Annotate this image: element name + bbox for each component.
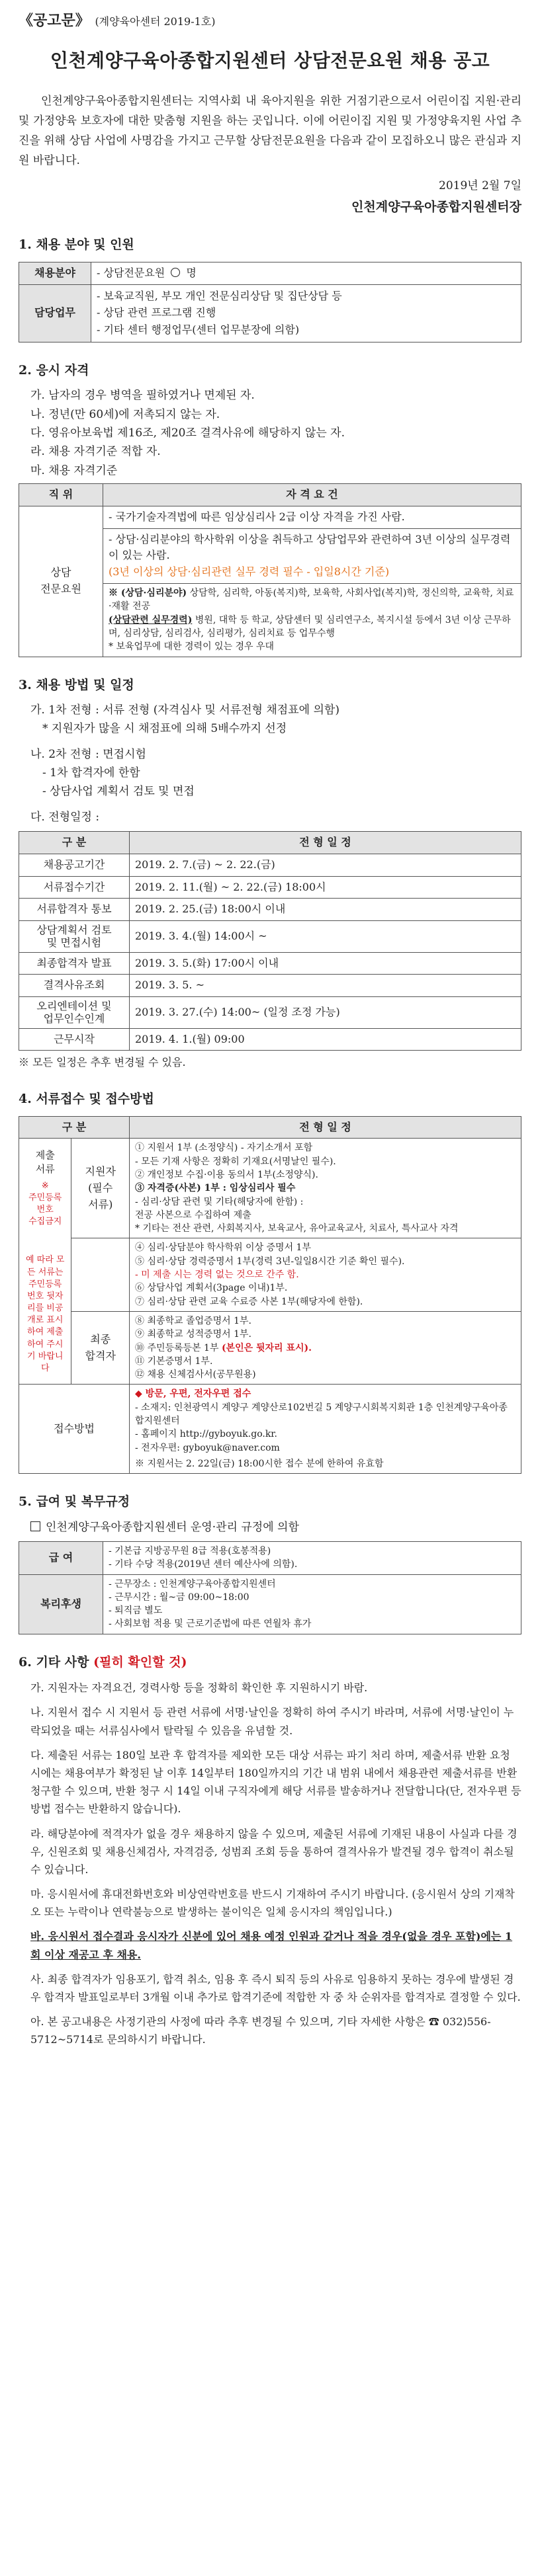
additional-docs-list	[130, 1238, 521, 1311]
list-item: - 미 제출 시는 경력 없는 것으로 간주 함.	[135, 1269, 299, 1281]
list-item-highlight: (본인은 뒷자리 표시).	[221, 1342, 312, 1353]
welfare-label: 복리후생	[19, 1574, 103, 1634]
list-item: - 근무시간 : 월~금 09:00~18:00	[109, 1591, 249, 1603]
list-item: - 상담 관련 프로그램 진행	[97, 306, 216, 319]
checkbox-icon	[30, 1521, 40, 1531]
requirement-2	[103, 529, 521, 584]
section-6-title-text: 6. 기타 사항	[19, 1654, 89, 1670]
list-item: ⑦ 심리·상담 관련 교육 수료증 사본 1부(해당자에 한함).	[135, 1296, 363, 1307]
method-homepage: - 홈페이지 http://gyboyuk.go.kr.	[135, 1429, 277, 1440]
list-item: 나. 정년(만 60세)에 저촉되지 않는 자.	[30, 407, 220, 421]
list-item: 라. 해당분야에 적격자가 없을 경우 채용하지 않을 수 있으며, 제출된 서류에 기재된 내용이 사실과 다를 경우, 신원조회 및 채용신체검사, 자격검증, 성범죄 조회 등을 통하여 결격사유가 발견될 경우 합격이 취소될 수 있습니다.	[30, 1827, 518, 1876]
table-row	[19, 1028, 521, 1051]
schedule-table	[19, 831, 521, 1051]
section-1-title: 1. 채용 분야 및 인원	[19, 237, 134, 253]
table-row	[19, 1139, 521, 1238]
list-item: 다. 제출된 서류는 180일 보관 후 합격자를 제외한 모든 대상 서류는 파기 처리 하며, 제출서류 반환 요청 시에는 채용여부가 확정된 날 이후 14일부터 180일까지의 기간 내 범위 내에서 채용관련 제출서류를 반환 청구할 수 있으며, 반환 청구 시 14일 이내 구직자에게 해당 서류를 발송하거나 전달합니다(단, 전자우편 등 방법 접수는 반환하지 않습니다).	[30, 1748, 521, 1816]
duty-list	[91, 284, 521, 342]
list-item: - 보육교직원, 부모 개인 전문심리상담 및 집단상담 등	[97, 289, 342, 302]
spacer-cell	[71, 1238, 130, 1311]
list-item: - 퇴직금 별도	[109, 1605, 163, 1617]
qualification-table	[19, 483, 521, 657]
final-docs-list	[130, 1311, 521, 1384]
method-address: - 소재지: 인천광역시 계양구 계양산로102번길 5 계양구시회복지회관 1층 인천계양구육아종합지원센터	[135, 1402, 508, 1427]
pay-list	[103, 1541, 521, 1574]
list-item: - 심리·상담 관련 및 기타(해당자에 한함) :	[135, 1196, 304, 1207]
announcement-date: 2019년 2월 7일	[439, 179, 521, 193]
notice-label: 《공고문》	[19, 12, 90, 29]
list-item: 사. 최종 합격자가 임용포기, 합격 취소, 임용 후 즉시 퇴직 등의 사유로 임용하지 못하는 경우에 발생된 경우 합격자 발표일로부터 3개월 이내 추가로 합격기준에 적합한 자 중 차 순위자를 합격자로 결정할 수 있다.	[30, 1972, 521, 2004]
recruit-field-table	[19, 262, 521, 342]
list-item: ⑧ 최종학교 졸업증명서 1부.	[135, 1315, 251, 1326]
schedule-label: 다. 전형일정 :	[30, 810, 100, 824]
submit-docs-label: 제출 서류	[35, 1148, 55, 1175]
schedule-date: 2019. 4. 1.(월) 09:00	[130, 1028, 521, 1051]
requirement-field-label: ※ (상담·심리분야)	[109, 588, 187, 599]
section-3-title: 3. 채용 방법 및 일정	[19, 677, 134, 692]
list-item: 라. 채용 자격기준 적합 자.	[30, 445, 161, 459]
table-row	[19, 284, 521, 342]
table-row	[19, 506, 521, 657]
schedule-item: 서류합격자 통보	[19, 899, 130, 921]
requirement-experience-label: (상담관련 실무경력)	[109, 614, 193, 625]
schedule-date: 2019. 3. 27.(수) 14:00~ (일정 조정 가능)	[130, 997, 521, 1028]
list-item: 나. 지원서 접수 시 지원서 등 관련 서류에 서명·날인을 정확히 하여 주시기 바라며, 서류에 서명·날인이 누락되었을 때는 서류심사에서 탈락될 수 있음을 유념할 것.	[30, 1706, 514, 1737]
final-docs-label: 최종 합격자	[71, 1311, 130, 1384]
list-item: * 기타는 전산 관련, 사회복지사, 보육교사, 유아교육교사, 치료사, 특사교사 자격	[135, 1223, 459, 1234]
list-item: 가. 지원자는 자격요건, 경력사항 등을 정확히 확인한 후 지원하시기 바람.	[30, 1681, 368, 1695]
circle-icon	[171, 268, 180, 277]
section-6-title-highlight: (필히 확인할 것)	[93, 1654, 187, 1670]
documents-table	[19, 1116, 521, 1474]
method-note: ※ 지원서는 2. 22일(금) 18:00시한 접수 분에 한하여 유효함	[135, 1458, 384, 1469]
section-2-title: 2. 응시 자격	[19, 362, 89, 378]
list-item: - 모든 기재 사항은 정확히 기재요(서명날인 필수).	[135, 1156, 336, 1167]
requirement-experience-text: 병원, 대학 등 학교, 상담센터 및 심리연구소, 복지시설 등에서 3년 이상 근무하며, 심리상담, 심리검사, 심리평가, 심리치료 등 업무수행	[109, 614, 511, 639]
organization-signature: 인천계양구육아종합지원센터장	[351, 199, 521, 214]
schedule-item: 오리엔테이션 및 업무인수인계	[19, 997, 130, 1028]
selection-method	[19, 702, 521, 826]
table-header-row	[19, 484, 521, 506]
schedule-date: 2019. 2. 25.(금) 18:00시 이내	[130, 899, 521, 921]
column-header: 자 격 요 건	[103, 484, 521, 506]
table-row	[19, 997, 521, 1028]
list-item: ⑨ 최종학교 성적증명서 1부.	[135, 1329, 251, 1340]
column-header: 구 분	[19, 1116, 130, 1139]
submit-docs-cell	[19, 1139, 71, 1385]
stage-2-item: - 상담사업 계획서 검토 및 면접	[42, 785, 195, 799]
requirement-field-text: 상담학, 심리학, 아동(복지)학, 보육학, 사회사업(복지)학, 정신의학, 교육학, 치료·재활 전공	[109, 588, 514, 612]
schedule-date: 2019. 2. 11.(월) ~ 2. 22.(금) 18:00시	[130, 876, 521, 899]
schedule-date: 2019. 3. 4.(월) 14:00시 ~	[130, 921, 521, 952]
field-label: 채용분야	[19, 262, 91, 284]
table-row	[19, 262, 521, 284]
section-6-title	[19, 1653, 521, 1672]
method-list	[130, 1385, 521, 1474]
list-item: - 근무장소 : 인천계양구육아종합지원센터	[109, 1578, 276, 1590]
table-row	[19, 854, 521, 876]
column-header: 전 형 일 정	[130, 832, 521, 854]
position-cell: 상담 전문요원	[19, 506, 103, 657]
schedule-item: 결격사유조회	[19, 975, 130, 997]
field-value-count: 명	[186, 266, 197, 279]
method-email: - 전자우편: gyboyuk@naver.com	[135, 1442, 280, 1453]
stage-2-item: - 1차 합격자에 한함	[42, 766, 140, 780]
list-item: 다. 영유아보육법 제16조, 제20조 결격사유에 해당하지 않는 자.	[30, 426, 345, 440]
schedule-item: 상담계획서 검토 및 면접시험	[19, 921, 130, 952]
rules-note	[19, 1519, 521, 1536]
table-row	[19, 1238, 521, 1311]
submit-docs-note: ※ 주민등록번호 수집금지	[28, 1180, 62, 1227]
table-row	[19, 975, 521, 997]
section-4-title: 4. 서류접수 및 접수방법	[19, 1092, 154, 1107]
pay-label: 급 여	[19, 1541, 103, 1574]
list-item: 마. 채용 자격기준	[30, 463, 118, 477]
rules-note-text: 인천계양구육아종합지원센터 운영·관리 규정에 의함	[46, 1520, 299, 1534]
stage-1-note: * 지원자가 많을 시 채점표에 의해 5배수까지 선정	[42, 722, 287, 736]
section-5-title: 5. 급여 및 복무규정	[19, 1494, 130, 1509]
list-item: 아. 본 공고내용은 사정기관의 사정에 따라 추후 변경될 수 있으며, 기타 자세한 사항은 ☎ 032)556-5712~5714로 문의하시기 바랍니다.	[30, 2015, 491, 2046]
list-item: 전공 사본으로 수집하여 제출	[135, 1209, 251, 1221]
eligibility-list	[19, 387, 521, 479]
schedule-date: 2019. 3. 5.(화) 17:00시 이내	[130, 952, 521, 975]
pay-table	[19, 1541, 521, 1634]
schedule-item: 최종합격자 발표	[19, 952, 130, 975]
field-value	[91, 262, 521, 284]
required-docs-label: 지원자 (필수 서류)	[71, 1139, 130, 1238]
duty-label: 담당업무	[19, 284, 91, 342]
schedule-item: 서류접수기간	[19, 876, 130, 899]
list-item: ① 지원서 1부 (소정양식) - 자기소개서 포함	[135, 1143, 313, 1154]
requirement-preference: * 보육업무에 대한 경력이 있는 경우 우대	[109, 641, 275, 653]
required-docs-list	[130, 1139, 521, 1238]
table-header-row	[19, 832, 521, 854]
schedule-item: 채용공고기간	[19, 854, 130, 876]
list-item: 바. 응시원서 접수결과 응시자가 신분에 있어 채용 예정 인원과 같거나 적을 경우(없을 경우 포함)에는 1회 이상 재공고 후 채용.	[30, 1930, 513, 1961]
requirement-1: - 국가기술자격법에 따른 임상심리사 2급 이상 자격을 가진 사람.	[103, 506, 521, 529]
column-header: 전 형 일 정	[130, 1116, 521, 1139]
requirement-cell	[103, 506, 521, 657]
table-row	[19, 921, 521, 952]
requirement-3	[103, 584, 521, 656]
list-item: - 기타 수당 적용(2019년 센터 예산사에 의함).	[109, 1559, 298, 1570]
schedule-note: ※ 모든 일정은 추후 변경될 수 있음.	[19, 1056, 186, 1069]
list-item: ② 개인정보 수집·이용 동의서 1부(소정양식).	[135, 1169, 318, 1180]
table-row	[19, 1574, 521, 1634]
other-notes-list	[19, 1679, 521, 2048]
schedule-item: 근무시작	[19, 1028, 130, 1051]
notice-number: (계양육아센터 2019-1호)	[95, 15, 216, 28]
list-item: ⑥ 상담사업 계획서(3page 이내)1부.	[135, 1283, 288, 1294]
welfare-list	[103, 1574, 521, 1634]
intro-paragraph: 인천계양구육아종합지원센터는 지역사회 내 육아지원을 위한 거점기관으로서 어린이집 지원·관리 및 가정양육 보호자에 대한 맞춤형 지원을 하는 곳입니다. 이에 어린이집 지원 및 가정양육지원 사업 추진을 위해 상담 사업에 사명감을 가지고 근무할 상담전문요원을 다음과 같이 모집하오니 많은 관심과 지원 바랍니다.	[19, 95, 521, 167]
stage-1: 가. 1차 전형 : 서류 전형 (자격심사 및 서류전형 채점표에 의함)	[30, 703, 339, 717]
list-item: ⑫ 채용 신체검사서(공무원용)	[135, 1369, 256, 1381]
method-label: 접수방법	[19, 1385, 130, 1474]
list-item: ⑪ 기본증명서 1부.	[135, 1355, 213, 1367]
requirement-field	[109, 586, 516, 614]
list-item: ④ 심리·상담분야 학사학위 이상 증명서 1부	[135, 1242, 311, 1254]
stage-2: 나. 2차 전형 : 면접시험	[30, 747, 146, 761]
list-item-text: ⑩ 주민등록등본 1부	[135, 1342, 219, 1353]
column-header: 구 분	[19, 832, 130, 854]
requirement-2-highlight: (3년 이상의 상담·심리관련 실무 경력 필수 - 입일8시간 기준)	[109, 565, 390, 579]
field-value-text: - 상담전문요원	[97, 266, 165, 279]
method-type: ◆ 방문, 우편, 전자우편 접수	[135, 1389, 251, 1400]
requirement-experience	[109, 614, 516, 641]
list-item	[135, 1342, 516, 1355]
list-item: 가. 남자의 경우 병역을 필하였거나 면제된 자.	[30, 389, 255, 403]
list-item: ⑤ 심리·상담 경력증명서 1부(경력 3년-일일8시간 기준 확인 필수).	[135, 1256, 405, 1267]
table-row	[19, 1385, 521, 1474]
column-header: 직 위	[19, 484, 103, 506]
table-row	[19, 1311, 521, 1384]
requirement-2-text: - 상담·심리분야의 학사학위 이상을 취득하고 상담업무와 관련하여 3년 이상의 실무경력이 있는 사람.	[109, 532, 511, 562]
schedule-date: 2019. 2. 7.(금) ~ 2. 22.(금)	[130, 854, 521, 876]
list-item: ③ 자격증(사본) 1부 : 임상심리사 필수	[135, 1183, 296, 1194]
list-item: - 사회보험 적용 및 근로기준법에 따른 연월차 휴가	[109, 1619, 312, 1630]
list-item: - 기타 센터 행정업무(센터 업무분장에 의함)	[97, 323, 300, 337]
table-row	[19, 899, 521, 921]
notice-heading	[19, 9, 521, 32]
schedule-date: 2019. 3. 5. ~	[130, 975, 521, 997]
table-header-row	[19, 1116, 521, 1139]
table-row	[19, 952, 521, 975]
submit-docs-left-note: 예 따라 모든 서류는 주민등록번호 뒷자리를 비공개로 표시하여 제출하여 주시기 바랍니다	[25, 1255, 65, 1374]
page-title: 인천계양구육아종합지원센터 상담전문요원 채용 공고	[50, 50, 490, 72]
table-row	[19, 876, 521, 899]
list-item: 마. 응시원서에 휴대전화번호와 비상연락번호를 반드시 기재하여 주시기 바랍니다. (응시원서 상의 기재착오 또는 누락이나 연락불능으로 발생하는 불이익은 일체 응시자의 책임입니다.)	[30, 1888, 515, 1919]
table-row	[19, 1541, 521, 1574]
list-item: - 기본급 지방공무원 8급 적용(호봉적용)	[109, 1545, 271, 1556]
